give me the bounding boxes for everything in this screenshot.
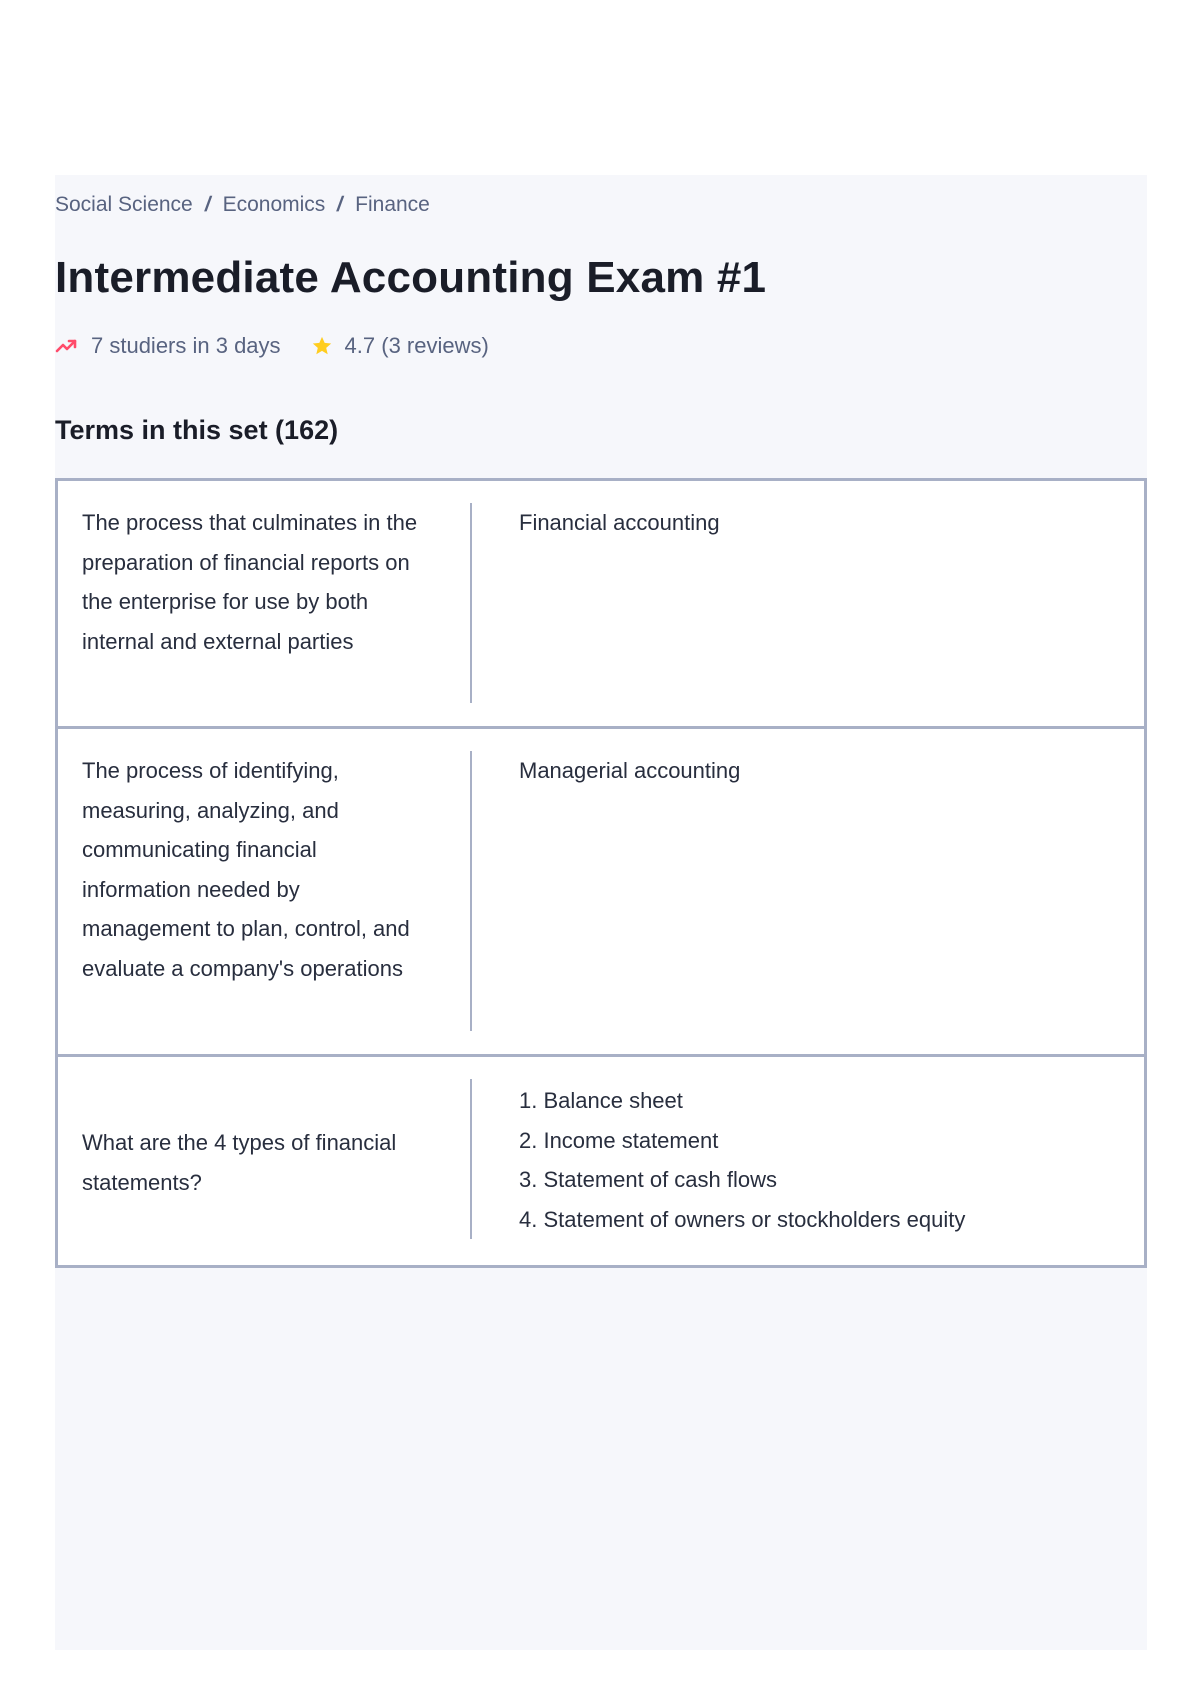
term-card <box>55 478 1147 729</box>
definition-list <box>519 1081 1119 1239</box>
term-card <box>55 726 1147 1057</box>
studiers-count: 7 studiers in 3 days <box>91 333 281 358</box>
rating-reviews[interactable]: 4.7 (3 reviews) <box>344 333 489 358</box>
breadcrumb-item-economics[interactable]: Economics <box>222 193 326 216</box>
star-icon <box>311 335 333 357</box>
breadcrumb-item-finance[interactable]: Finance <box>355 193 430 216</box>
definition-line: 3. Statement of cash flows <box>519 1167 778 1192</box>
page-title: Intermediate Accounting Exam #1 <box>55 253 767 302</box>
set-stats <box>55 333 489 359</box>
breadcrumb <box>55 193 430 217</box>
term-card <box>55 1054 1147 1268</box>
breadcrumb-item-social-science[interactable]: Social Science <box>55 193 193 216</box>
terms-list <box>55 478 1147 1268</box>
definition-line: Financial accounting <box>519 510 720 535</box>
definition-line: 4. Statement of owners or stockholders equity <box>519 1206 966 1232</box>
term-divider <box>470 751 472 1031</box>
term-text: The process that culminates in the preparation of financial reports on the enterprise for use by both internal and external parties <box>82 510 418 654</box>
term-divider <box>470 1079 472 1239</box>
definition-text <box>519 503 1119 543</box>
term-text: The process of identifying, measuring, analyzing, and communicating financial information needed by management to plan, control, and evaluate a company's operations <box>82 758 410 981</box>
term-text: What are the 4 types of financial statements? <box>82 1130 397 1195</box>
page-container <box>55 175 1147 1650</box>
definition-line: 2. Income statement <box>519 1127 719 1153</box>
trending-up-icon <box>55 338 79 354</box>
definition-line: 1. Balance sheet <box>519 1088 683 1113</box>
definition-line: Managerial accounting <box>519 758 741 783</box>
definition-text <box>519 751 1119 791</box>
breadcrumb-separator: / <box>335 193 346 216</box>
terms-section-title: Terms in this set (162) <box>55 415 339 445</box>
breadcrumb-separator: / <box>202 193 213 216</box>
term-divider <box>470 503 472 703</box>
